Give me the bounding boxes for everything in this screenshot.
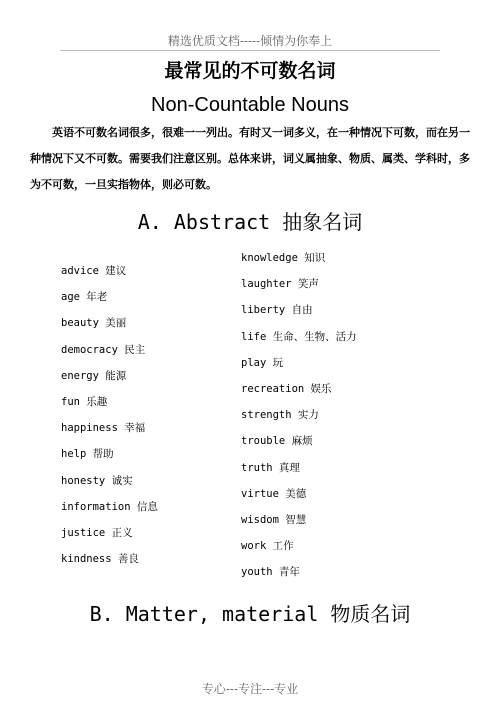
section-a-heading: A. Abstract 抽象名词 [137,210,363,234]
page-header: 精选优质文档-----倾情为你奉上 [167,34,333,48]
page-title-english: Non-Countable Nouns [151,94,349,116]
noun-item: virtue 美德 [241,487,307,500]
noun-item: democracy 民主 [61,343,146,356]
noun-item: age 年老 [61,291,108,304]
abstract-nouns-right-column [241,245,357,585]
noun-item: help 帮助 [61,448,114,461]
noun-item: life 生命、生物、活力 [241,330,357,343]
noun-item: justice 正义 [61,526,133,539]
noun-item: play 玩 [241,356,284,369]
noun-item: work 工作 [241,540,294,553]
noun-item: fun 乐趣 [61,395,108,408]
abstract-nouns-left-column [61,258,158,572]
noun-item: kindness 善良 [61,553,139,566]
noun-item: laughter 笑声 [241,278,319,291]
noun-item: trouble 麻烦 [241,435,313,448]
noun-item: truth 真理 [241,461,300,474]
noun-item: liberty 自由 [241,304,313,317]
noun-item: happiness 幸福 [61,422,146,435]
header-divider [60,50,440,51]
noun-item: beauty 美丽 [61,317,127,330]
noun-item: energy 能源 [61,369,127,382]
noun-item: recreation 娱乐 [241,382,332,395]
noun-item: honesty 诚实 [61,474,133,487]
noun-item: information 信息 [61,500,158,513]
page-footer: 专心---专注---专业 [201,682,299,696]
noun-item: wisdom 智慧 [241,513,307,526]
page-title-chinese: 最常见的不可数名词 [164,60,336,82]
noun-item: knowledge 知识 [241,252,326,264]
noun-item: advice 建议 [61,265,127,277]
intro-paragraph: 英语不可数名词很多，很难一一列出。有时又一词多义，在一种情况下可数，而在另一种情况下又不可数。需要我们注意区别。总体来讲，词义属抽象、物质、属类、学科时，多为不可数，一旦实指物体，则必可数。 [30,126,470,191]
noun-item: youth 青年 [241,566,300,579]
noun-item: strength 实力 [241,409,319,422]
section-b-heading: B. Matter, material 物质名词 [89,602,411,626]
